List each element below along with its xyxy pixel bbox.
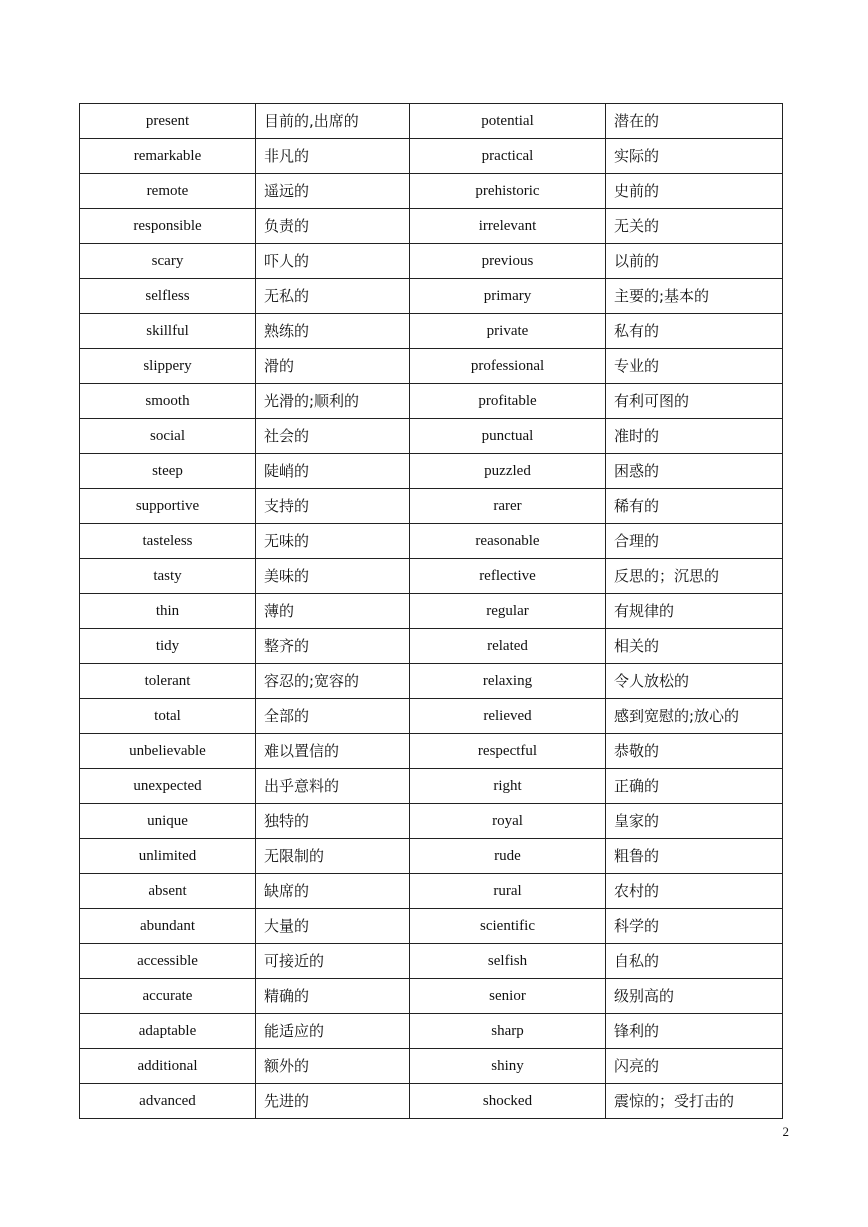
table-row xyxy=(80,314,783,349)
english-word-cell: shocked xyxy=(410,1084,606,1119)
chinese-meaning-cell: 滑的 xyxy=(256,349,410,384)
table-row xyxy=(80,769,783,804)
chinese-meaning-cell: 无私的 xyxy=(256,279,410,314)
chinese-meaning-cell: 目前的,出席的 xyxy=(256,104,410,139)
table-row xyxy=(80,909,783,944)
english-word-cell: unlimited xyxy=(80,839,256,874)
english-word-cell: social xyxy=(80,419,256,454)
english-word-cell: previous xyxy=(410,244,606,279)
table-row xyxy=(80,1084,783,1119)
english-word-cell: relieved xyxy=(410,699,606,734)
english-word-cell: absent xyxy=(80,874,256,909)
english-word-cell: rude xyxy=(410,839,606,874)
chinese-meaning-cell: 正确的 xyxy=(606,769,783,804)
chinese-meaning-cell: 容忍的;宽容的 xyxy=(256,664,410,699)
chinese-meaning-cell: 锋利的 xyxy=(606,1014,783,1049)
table-row xyxy=(80,804,783,839)
table-row xyxy=(80,244,783,279)
english-word-cell: selfish xyxy=(410,944,606,979)
chinese-meaning-cell: 无关的 xyxy=(606,209,783,244)
table-row xyxy=(80,349,783,384)
english-word-cell: steep xyxy=(80,454,256,489)
table-row xyxy=(80,454,783,489)
chinese-meaning-cell: 科学的 xyxy=(606,909,783,944)
english-word-cell: profitable xyxy=(410,384,606,419)
chinese-meaning-cell: 私有的 xyxy=(606,314,783,349)
english-word-cell: rarer xyxy=(410,489,606,524)
chinese-meaning-cell: 主要的;基本的 xyxy=(606,279,783,314)
chinese-meaning-cell: 额外的 xyxy=(256,1049,410,1084)
english-word-cell: advanced xyxy=(80,1084,256,1119)
chinese-meaning-cell: 稀有的 xyxy=(606,489,783,524)
chinese-meaning-cell: 实际的 xyxy=(606,139,783,174)
english-word-cell: shiny xyxy=(410,1049,606,1084)
english-word-cell: present xyxy=(80,104,256,139)
chinese-meaning-cell: 社会的 xyxy=(256,419,410,454)
english-word-cell: total xyxy=(80,699,256,734)
chinese-meaning-cell: 光滑的;顺利的 xyxy=(256,384,410,419)
english-word-cell: punctual xyxy=(410,419,606,454)
english-word-cell: accurate xyxy=(80,979,256,1014)
chinese-meaning-cell: 自私的 xyxy=(606,944,783,979)
english-word-cell: responsible xyxy=(80,209,256,244)
english-word-cell: unique xyxy=(80,804,256,839)
chinese-meaning-cell: 支持的 xyxy=(256,489,410,524)
english-word-cell: scary xyxy=(80,244,256,279)
table-row xyxy=(80,384,783,419)
english-word-cell: thin xyxy=(80,594,256,629)
english-word-cell: reflective xyxy=(410,559,606,594)
chinese-meaning-cell: 难以置信的 xyxy=(256,734,410,769)
english-word-cell: respectful xyxy=(410,734,606,769)
chinese-meaning-cell: 熟练的 xyxy=(256,314,410,349)
chinese-meaning-cell: 反思的；沉思的 xyxy=(606,559,783,594)
english-word-cell: related xyxy=(410,629,606,664)
chinese-meaning-cell: 震惊的；受打击的 xyxy=(606,1084,783,1119)
english-word-cell: irrelevant xyxy=(410,209,606,244)
english-word-cell: remote xyxy=(80,174,256,209)
chinese-meaning-cell: 感到宽慰的;放心的 xyxy=(606,699,783,734)
english-word-cell: royal xyxy=(410,804,606,839)
english-word-cell: scientific xyxy=(410,909,606,944)
chinese-meaning-cell: 整齐的 xyxy=(256,629,410,664)
english-word-cell: unbelievable xyxy=(80,734,256,769)
english-word-cell: abundant xyxy=(80,909,256,944)
chinese-meaning-cell: 美味的 xyxy=(256,559,410,594)
chinese-meaning-cell: 以前的 xyxy=(606,244,783,279)
table-row xyxy=(80,524,783,559)
chinese-meaning-cell: 级别高的 xyxy=(606,979,783,1014)
chinese-meaning-cell: 闪亮的 xyxy=(606,1049,783,1084)
chinese-meaning-cell: 农村的 xyxy=(606,874,783,909)
english-word-cell: practical xyxy=(410,139,606,174)
english-word-cell: adaptable xyxy=(80,1014,256,1049)
table-row xyxy=(80,979,783,1014)
english-word-cell: slippery xyxy=(80,349,256,384)
english-word-cell: professional xyxy=(410,349,606,384)
english-word-cell: tidy xyxy=(80,629,256,664)
table-row xyxy=(80,629,783,664)
chinese-meaning-cell: 全部的 xyxy=(256,699,410,734)
chinese-meaning-cell: 负责的 xyxy=(256,209,410,244)
table-row xyxy=(80,734,783,769)
english-word-cell: tasty xyxy=(80,559,256,594)
english-word-cell: tolerant xyxy=(80,664,256,699)
english-word-cell: primary xyxy=(410,279,606,314)
vocabulary-table xyxy=(79,103,783,1119)
chinese-meaning-cell: 缺席的 xyxy=(256,874,410,909)
vocabulary-table-body xyxy=(80,104,783,1119)
table-row xyxy=(80,209,783,244)
table-row xyxy=(80,559,783,594)
table-row xyxy=(80,874,783,909)
chinese-meaning-cell: 遥远的 xyxy=(256,174,410,209)
chinese-meaning-cell: 史前的 xyxy=(606,174,783,209)
english-word-cell: right xyxy=(410,769,606,804)
chinese-meaning-cell: 令人放松的 xyxy=(606,664,783,699)
chinese-meaning-cell: 无限制的 xyxy=(256,839,410,874)
chinese-meaning-cell: 准时的 xyxy=(606,419,783,454)
chinese-meaning-cell: 出乎意料的 xyxy=(256,769,410,804)
chinese-meaning-cell: 非凡的 xyxy=(256,139,410,174)
english-word-cell: additional xyxy=(80,1049,256,1084)
chinese-meaning-cell: 专业的 xyxy=(606,349,783,384)
chinese-meaning-cell: 先进的 xyxy=(256,1084,410,1119)
table-row xyxy=(80,104,783,139)
table-row xyxy=(80,664,783,699)
page-number: 2 xyxy=(782,1124,789,1139)
english-word-cell: rural xyxy=(410,874,606,909)
table-row xyxy=(80,839,783,874)
english-word-cell: prehistoric xyxy=(410,174,606,209)
table-row xyxy=(80,699,783,734)
chinese-meaning-cell: 相关的 xyxy=(606,629,783,664)
english-word-cell: smooth xyxy=(80,384,256,419)
chinese-meaning-cell: 困惑的 xyxy=(606,454,783,489)
chinese-meaning-cell: 潜在的 xyxy=(606,104,783,139)
chinese-meaning-cell: 薄的 xyxy=(256,594,410,629)
table-row xyxy=(80,419,783,454)
english-word-cell: skillful xyxy=(80,314,256,349)
english-word-cell: selfless xyxy=(80,279,256,314)
chinese-meaning-cell: 陡峭的 xyxy=(256,454,410,489)
table-row xyxy=(80,1014,783,1049)
table-row xyxy=(80,279,783,314)
table-row xyxy=(80,489,783,524)
english-word-cell: unexpected xyxy=(80,769,256,804)
english-word-cell: reasonable xyxy=(410,524,606,559)
table-row xyxy=(80,1049,783,1084)
english-word-cell: puzzled xyxy=(410,454,606,489)
english-word-cell: sharp xyxy=(410,1014,606,1049)
table-row xyxy=(80,174,783,209)
chinese-meaning-cell: 有规律的 xyxy=(606,594,783,629)
chinese-meaning-cell: 恭敬的 xyxy=(606,734,783,769)
chinese-meaning-cell: 大量的 xyxy=(256,909,410,944)
chinese-meaning-cell: 有利可图的 xyxy=(606,384,783,419)
english-word-cell: supportive xyxy=(80,489,256,524)
chinese-meaning-cell: 独特的 xyxy=(256,804,410,839)
chinese-meaning-cell: 吓人的 xyxy=(256,244,410,279)
english-word-cell: potential xyxy=(410,104,606,139)
chinese-meaning-cell: 合理的 xyxy=(606,524,783,559)
english-word-cell: accessible xyxy=(80,944,256,979)
english-word-cell: remarkable xyxy=(80,139,256,174)
english-word-cell: relaxing xyxy=(410,664,606,699)
english-word-cell: tasteless xyxy=(80,524,256,559)
chinese-meaning-cell: 可接近的 xyxy=(256,944,410,979)
chinese-meaning-cell: 粗鲁的 xyxy=(606,839,783,874)
table-row xyxy=(80,139,783,174)
english-word-cell: private xyxy=(410,314,606,349)
table-row xyxy=(80,594,783,629)
chinese-meaning-cell: 精确的 xyxy=(256,979,410,1014)
english-word-cell: senior xyxy=(410,979,606,1014)
chinese-meaning-cell: 能适应的 xyxy=(256,1014,410,1049)
table-row xyxy=(80,944,783,979)
chinese-meaning-cell: 皇家的 xyxy=(606,804,783,839)
chinese-meaning-cell: 无味的 xyxy=(256,524,410,559)
english-word-cell: regular xyxy=(410,594,606,629)
